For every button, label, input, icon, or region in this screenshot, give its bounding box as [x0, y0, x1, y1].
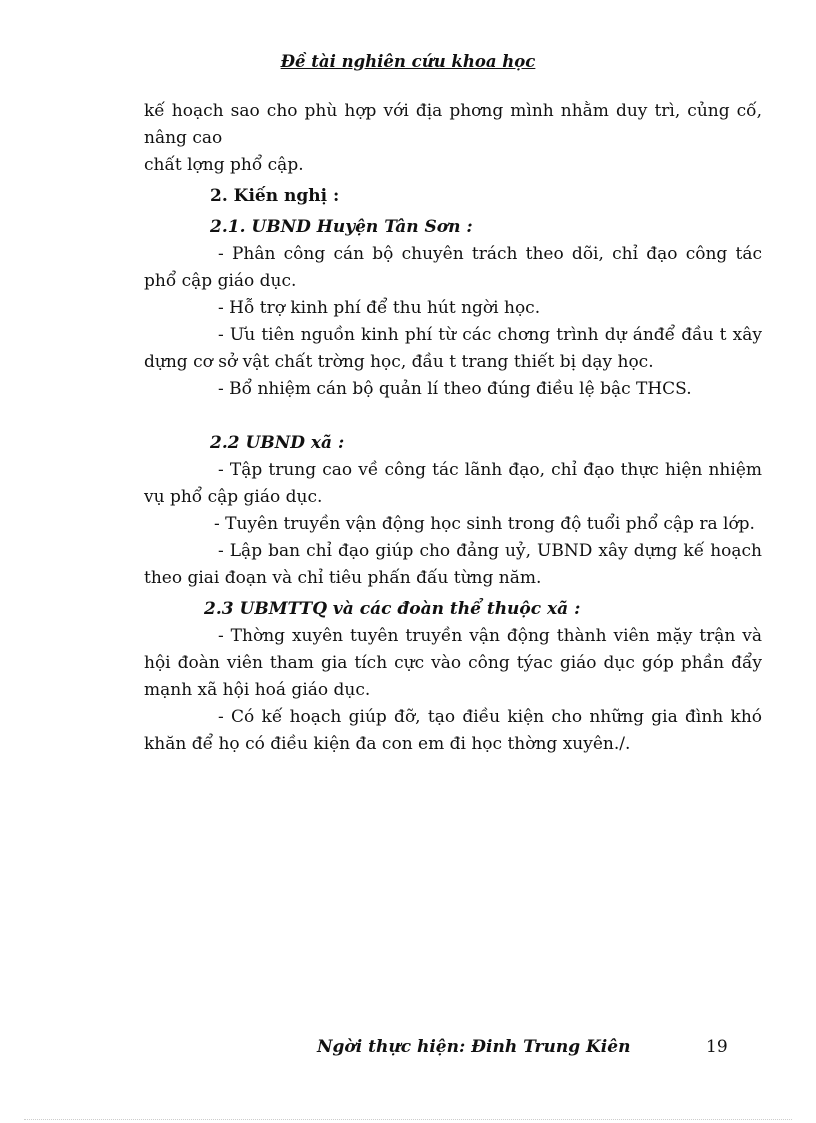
- list-item: - Có kế hoạch giúp đỡ, tạo điều kiện cho những gia đình khó khăn để họ có điều kiện đa con em đi học thờng xuyên./.: [144, 707, 762, 754]
- list-item: - Tập trung cao về công tác lãnh đạo, chỉ đạo thực hiện nhiệm vụ phổ cập giáo dục.: [144, 460, 762, 507]
- list-item: - Lập ban chỉ đạo giúp cho đảng uỷ, UBND xây dựng kế hoạch theo giai đoạn và chỉ tiêu phấn đấu từng năm.: [144, 541, 762, 588]
- list-item: - Tuyên truyền vận động học sinh trong độ tuổi phổ cập ra lớp.: [214, 514, 755, 534]
- subsection-heading: 2.2 UBND xã :: [210, 433, 345, 453]
- section-heading: 2. Kiến nghị :: [210, 186, 340, 206]
- document-body: [144, 98, 762, 758]
- list-item: - Ưu tiên nguồn kinh phí từ các chơng trình dự ánđể đầu t xây dựng cơ sở vật chất trờng học, đầu t trang thiết bị dạy học.: [144, 325, 762, 372]
- list-item: - Thờng xuyên tuyên truyền vận động thành viên mặy trận và hội đoàn viên tham gia tích cực vào công týac giáo dục góp phần đẩy mạnh xã hội hoá giáo dục.: [144, 626, 762, 700]
- page-number: 19: [706, 1037, 728, 1057]
- subsection-heading: 2.1. UBND Huyện Tân Sơn :: [210, 217, 473, 237]
- subsection-heading: 2.3 UBMTTQ và các đoàn thể thuộc xã :: [204, 599, 581, 619]
- page-bottom-divider: [24, 1119, 792, 1120]
- page-header: Đề tài nghiên cứu khoa học: [280, 52, 536, 71]
- continued-line: chất lợng phổ cập.: [144, 155, 304, 175]
- continued-line: kế hoạch sao cho phù hợp với địa phơng mình nhằm duy trì, củng cố, nâng cao: [144, 101, 762, 148]
- list-item: - Hỗ trợ kinh phí để thu hút ngời học.: [218, 298, 541, 318]
- list-item: - Bổ nhiệm cán bộ quản lí theo đúng điều lệ bậc THCS.: [218, 379, 692, 399]
- footer-author: Ngời thực hiện: Đinh Trung Kiên: [317, 1037, 631, 1057]
- spacer: [144, 403, 762, 430]
- list-item: - Phân công cán bộ chuyên trách theo dõi, chỉ đạo công tác phổ cập giáo dục.: [144, 244, 762, 291]
